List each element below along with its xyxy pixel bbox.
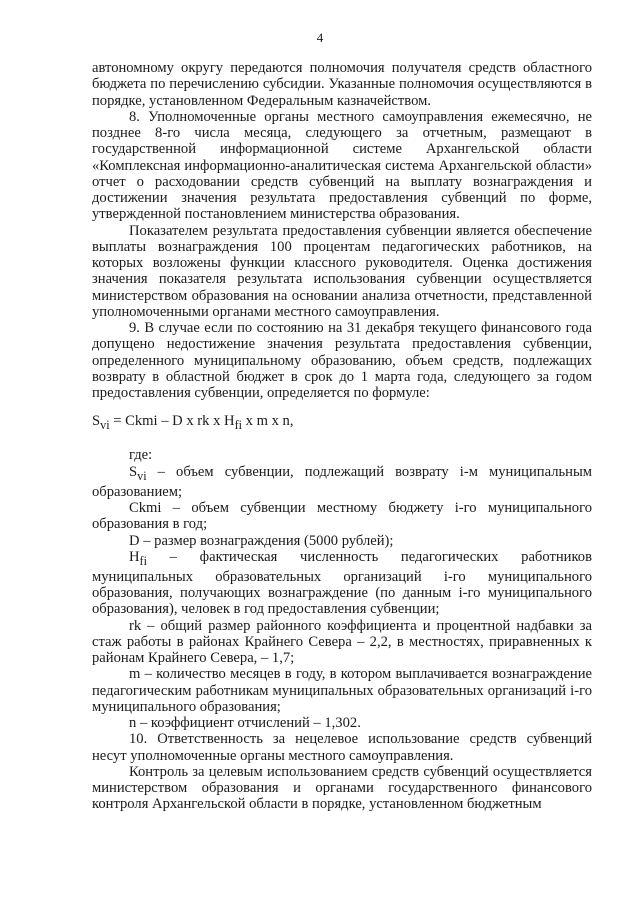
definition-symbol: S bbox=[129, 463, 138, 480]
definition-text: – объем субвенции, подлежащий возврату i-м муниципальным образованием; bbox=[92, 463, 592, 500]
definition-text: – размер вознаграждения (5000 рублей); bbox=[139, 532, 394, 549]
definition-subscript: vi bbox=[137, 468, 147, 483]
definition-svi bbox=[92, 464, 592, 500]
formula-part-1: = Ckmi – D x rk x H bbox=[109, 413, 235, 430]
definition-text: – фактическая численность педагогических работников муниципальных образовательных организаций i-го муниципального образования, получающих вознаграждение (по данным i-го муниципального образования), человек в год предоставления субвенции; bbox=[92, 548, 592, 618]
definition-symbol: n bbox=[129, 715, 137, 732]
definition-subscript: fi bbox=[139, 553, 147, 568]
definition-ckmi bbox=[92, 500, 592, 533]
formula-part-2: x m x n, bbox=[242, 413, 294, 430]
paragraph-item-9: 9. В случае если по состоянию на 31 декабря текущего финансового года допущено недостижение значения результата предоставления субвенции, определенного муниципальному образованию, объем средств, подлежащих возврату в областной бюджет в срок до 1 марта года, следующего за годом предоставления субвенции, определяется по формуле: bbox=[92, 320, 592, 401]
definition-symbol: rk bbox=[129, 617, 142, 634]
paragraph-item-8: 8. Уполномоченные органы местного самоуправления ежемесячно, не позднее 8-го числа месяца, следующего за отчетным, размещают в государственной информационной системе Архангельской области «Комплексная информационно-аналитическая система Архангельской области» отчет о расходовании средств субвенций на выплату вознаграждения и достижении значения результата предоставления субвенций по форме, утвержденной постановлением министерства образования. bbox=[92, 108, 592, 223]
definition-text: – коэффициент отчислений – 1,302. bbox=[136, 715, 361, 732]
definition-d bbox=[92, 533, 592, 549]
definition-rk bbox=[92, 618, 592, 667]
definition-text: – объем субвенции местному бюджету i-го муниципального образования в год; bbox=[92, 500, 592, 533]
formula-lhs-subscript: vi bbox=[100, 418, 110, 433]
definition-n bbox=[92, 715, 592, 731]
page-number: 4 bbox=[316, 30, 324, 45]
definition-hfi bbox=[92, 549, 592, 618]
definition-symbol: m bbox=[129, 666, 141, 683]
definition-symbol: H bbox=[129, 548, 140, 565]
document-body bbox=[92, 60, 592, 813]
formula bbox=[92, 413, 592, 433]
paragraph-item-10: 10. Ответственность за нецелевое использование средств субвенций несут уполномоченные органы местного самоуправления. bbox=[92, 731, 592, 764]
paragraph-control: Контроль за целевым использованием средств субвенций осуществляется министерством образования и органами государственного финансового контроля Архангельской области в порядке, установленном бюджетным bbox=[92, 763, 592, 813]
definition-text: – общий размер районного коэффициента и процентной надбавки за стаж работы в районах Крайнего Севера – 2,2, в местностях, приравненных к районам Крайнего Севера, – 1,7; bbox=[92, 617, 592, 667]
paragraph-result-indicator: Показателем результата предоставления субвенции является обеспечение выплаты вознаграждения 100 процентам педагогических работников, на которых возложены функции классного руководителя. Оценка достижения значения показателя результата использования субвенции осуществляется министерством образования на основании анализа отчетности, представленной уполномоченными органами местного самоуправления. bbox=[92, 222, 592, 320]
formula-lhs: S bbox=[92, 413, 101, 430]
where-label: где: bbox=[129, 447, 153, 464]
definition-symbol: D bbox=[129, 532, 140, 549]
formula-h-subscript: fi bbox=[234, 418, 243, 433]
definition-text: – количество месяцев в году, в котором выплачивается вознаграждение педагогическим работникам муниципальных образовательных организаций i-го муниципального образования; bbox=[92, 666, 592, 715]
paragraph-continuation: автономному округу передаются полномочия получателя средств областного бюджета по перечислению субсидии. Указанные полномочия осуществляются в порядке, установленном Федеральным казначейством. bbox=[92, 60, 592, 109]
definition-m bbox=[92, 666, 592, 715]
definition-symbol: Ckmi bbox=[129, 500, 162, 517]
